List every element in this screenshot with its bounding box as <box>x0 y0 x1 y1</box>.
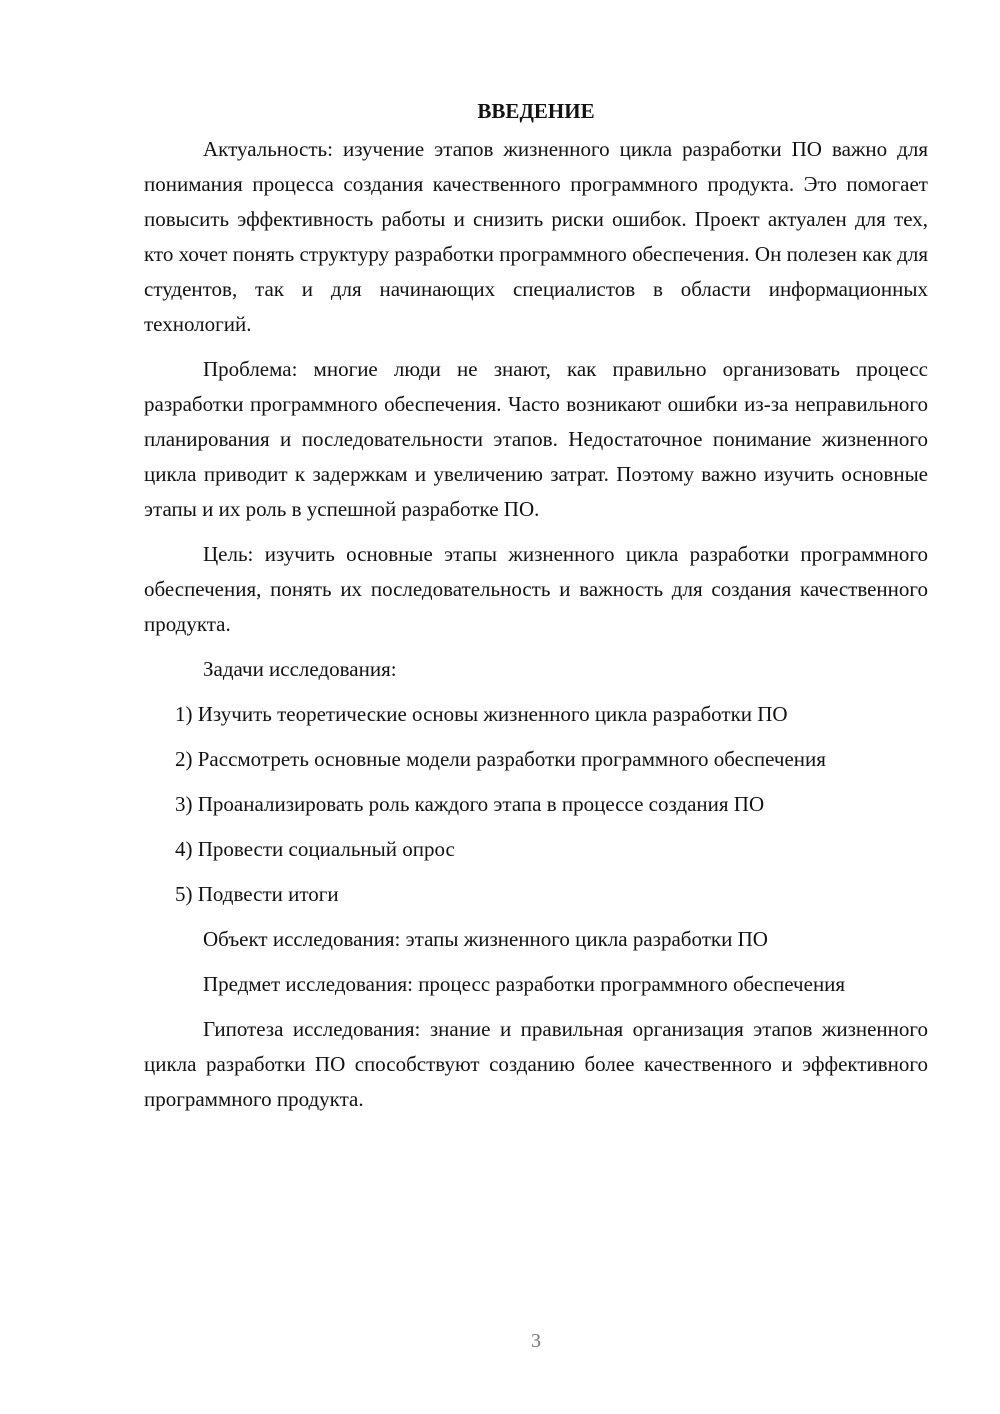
page-title: ВВЕДЕНИЕ <box>477 99 595 123</box>
paragraph-hypothesis: Гипотеза исследования: знание и правильная организация этапов жизненного цикла разработки ПО способствуют созданию более качественного и эффективного программного продукта. <box>144 1017 928 1111</box>
list-item-task-5: 5) Подвести итоги <box>175 882 339 906</box>
paragraph-subject: Предмет исследования: процесс разработки программного обеспечения <box>203 972 846 996</box>
paragraph-problem: Проблема: многие люди не знают, как правильно организовать процесс разработки программного обеспечения. Часто возникают ошибки из-за неправильного планирования и последовательности этапов. Недостаточное понимание жизненного цикла приводит к задержкам и увеличению затрат. Поэтому важно изучить основные этапы и их роль в успешной разработке ПО. <box>144 357 928 521</box>
list-item-task-2: 2) Рассмотреть основные модели разработки программного обеспечения <box>175 747 826 771</box>
document-page <box>144 92 928 1117</box>
paragraph-relevance: Актуальность: изучение этапов жизненного цикла разработки ПО важно для понимания процесса создания качественного программного продукта. Это помогает повысить эффективность работы и снизить риски ошибок. Проект актуален для тех, кто хочет понять структуру разработки программного обеспечения. Он полезен как для студентов, так и для начинающих специалистов в области информационных технологий. <box>144 137 928 336</box>
list-item-task-3: 3) Проанализировать роль каждого этапа в процессе создания ПО <box>175 792 765 816</box>
paragraph-goal: Цель: изучить основные этапы жизненного цикла разработки программного обеспечения, понять их последовательность и важность для создания качественного продукта. <box>144 542 928 636</box>
paragraph-object: Объект исследования: этапы жизненного цикла разработки ПО <box>203 927 768 951</box>
tasks-heading: Задачи исследования: <box>203 657 397 681</box>
page-number: 3 <box>531 1330 541 1352</box>
list-item-task-1: 1) Изучить теоретические основы жизненного цикла разработки ПО <box>175 702 788 726</box>
list-item-task-4: 4) Провести социальный опрос <box>175 837 455 861</box>
